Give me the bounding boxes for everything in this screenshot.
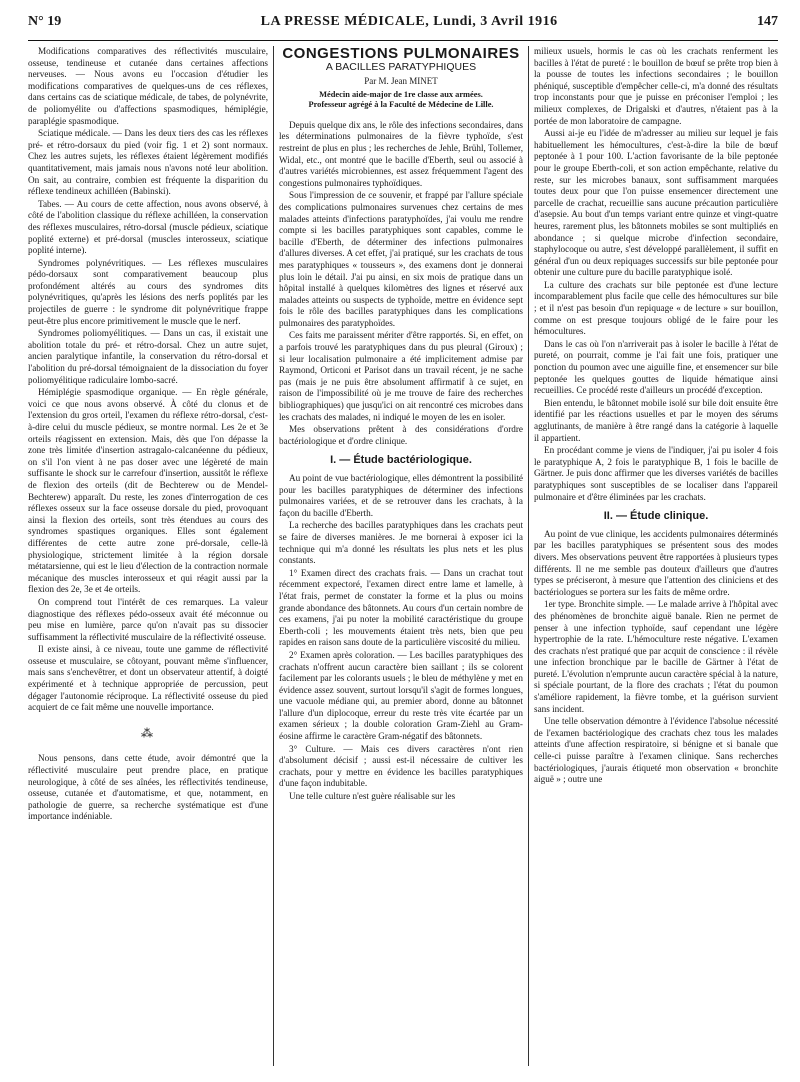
author-affiliation [279,90,523,110]
section-asterism: ⁂ [141,725,155,740]
section-heading-text: II. — Étude clinique. [603,510,709,523]
paragraph: 3° Culture. — Mais ces divers caractères n'ont rien d'absolument décisif ; aussi est-il nécessaire de cultiver les crachats, pour y mettre en évidence les bacilles paratyphiques d'une façon indubitable. [279,743,523,789]
section-heading-text: I. — Étude bactériologique. [330,454,472,467]
paragraph: Nous pensons, dans cette étude, avoir démontré que la réflectivité musculaire peut prendre place, en pratique neurologique, à côté de ses aînées, les réflectivités tendineuse, osseuse, cutanée et d'automatisme, et que, notamment, en pathologie de guerre, sa recherche systématique est d'une importance indéniable. [28,753,268,822]
paragraph: Syndromes polynévritiques. — Les réflexes musculaires pédo-dorsaux sont comparativement beaucoup plus profondément altérés au cours des syndromes dits polynévritiques, qu'après les lésions des nerfs poplités par les projectiles de guerre : le syndrome dit polynévritique frappe peut-être plus encore primitivement le muscle que le nerf. [28,257,268,326]
paragraph: On comprend tout l'intérêt de ces remarques. La valeur diagnostique des réflexes pédo-osseux avait été méconnue ou peu mise en lumière, parce qu'on n'avait pas su dissocier suffisamment la réflectivité musculaire de la réflectivité osseuse. [28,596,268,642]
column-divider-2 [528,46,529,1066]
affiliation-line: Professeur agrégé à la Faculté de Médecine de Lille. [308,99,494,109]
section-heading [534,511,778,523]
article-subtitle: A BACILLES PARATYPHIQUES [325,60,477,73]
column-2 [279,46,523,1066]
issue-number: N° 19 [28,14,62,29]
paragraph: Modifications comparatives des réflectivités musculaire, osseuse, tendineuse et cutanée dans certaines affections nerveuses. — Nous avons eu l'occasion d'étudier les modifications comparatives de quelques-uns de ces réflexes, dans certains cas de sciatique médicale, de tabes, de polynévrite, de poliomyélite ou d'affections spasmodiques, hémiplégie, paraplégie spasmodique. [28,46,268,126]
journal-title: LA PRESSE MÉDICALE, Lundi, 3 Avril 1916 [260,14,558,29]
paragraph: Hémiplégie spasmodique organique. — En règle générale, voici ce que nous avons observé. À côté du clonus et de l'extension du gros orteil, l'examen du réflexe rétro-dorsal, c'est-à-dire celui du muscle pédieux, se montre normal. Les 2e et 3e orteils réagissent en extension. Mais, dès que l'on dépasse la zone très limitée d'insertion astragalo-calcanéenne du pédieux, on s'il l'on vient à ne pas doser avec une légèreté de main suffisante le shock sur le carrefour d'insertion, aussitôt le réflexe de flexion des orteils (dit de Bechterew ou de Mendel-Bechterew) apparaît. Du reste, les zones d'interrogation de ces réflexes osseux sur la face osseuse dorsale du pied, provoquant ainsi la flexion des orteils, sont très étendues au cours des syndromes spastiques organiques. Elles sont également différentes de cette autre zone pré-dorsale, celle-là physiologique, strictement limitée à la région dorsale métatarsienne, qui est le lieu d'élection de la contraction normale mécanique des muscles interosseux et qui réagit aussi par la flexion des 2e, 3e et 4e orteils. [28,387,268,595]
page-number: 147 [756,14,778,29]
section-heading [279,455,523,467]
affiliation-line: Médecin aide-major de 1re classe aux armées. [319,89,483,99]
paragraph: En procédant comme je viens de l'indiquer, j'ai pu isoler 4 fois le paratyphique A, 2 fois le paratyphique B, 1 fois le bacille de Gärtner. Je puis donc affirmer que les diverses variétés de bacilles paratyphiques sont susceptibles de se localiser dans l'appareil pulmonaire et d'être éliminées par les crachats. [534,445,778,502]
column-1 [28,46,268,1066]
paragraph: La recherche des bacilles paratyphiques dans les crachats peut se faire de diverses manières. Je me bornerai à exposer ici la technique qui m'a donné les résultats les plus nets et les plus constants. [279,520,523,566]
column-3 [534,46,778,1066]
paragraph: Sciatique médicale. — Dans les deux tiers des cas les réflexes pré- et rétro-dorsaux du pied (voir fig. 1 et 2) sont normaux. Chez les autres sujets, les réflexes étaient légèrement modifiés quantitativement, mais jamais nous n'avons noté leur abolition. On sait, au contraire, combien est fréquente la disparition du réflexe tendineux achilléen (Babinski). [28,128,268,197]
paragraph: Mes observations prêtent à des considérations d'ordre bactériologique et d'ordre clinique. [279,424,523,446]
column-divider-1 [273,46,274,1066]
paragraph: Une telle culture n'est guère réalisable sur les [289,791,456,802]
page-header [28,14,778,36]
paragraph: Dans le cas où l'on n'arriverait pas à isoler le bacille à l'état de pureté, on pourrait, comme je l'ai fait une fois, pratiquer une ponction du poumon avec une aiguille fine, et ensemencer sur bile peptonée les quelques gouttes de liquide hématique ainsi recueillies. Ce procédé reste d'ailleurs un procédé d'exception. [534,338,778,396]
article-title: CONGESTIONS PULMONAIRES [282,46,520,62]
paragraph: Sous l'impression de ce souvenir, et frappé par l'allure spéciale des complications pulmonaires survenues chez certains de mes malades atteints d'infections paratyphoïdes, j'ai voulu me rendre compte si les bacilles paratyphiques sont capables, comme le bacille d'Eberth, de déterminer des infections pulmonaires d'allures diverses. A cet effet, j'ai pratiqué, sur les crachats de tous mes paratyphiques « tousseurs », des examens dont je donnerai plus loin le détail. J'ai pu ainsi, en six mois de pratique dans un hôpital installé à quelques kilomètres des lignes et réservé aux malades atteints ou suspects de typhoïde, mettre en évidence sept fois le rôle des bacilles paratyphiques dans les complications pulmonaires des paratyphoïdes. [279,190,523,328]
paragraph: milieux usuels, hormis le cas où les crachats renferment les bacilles à l'état de pureté : le bouillon de bœuf se prête trop bien à la pousse de toutes les infections secondaires ; le bouillon phéniqué, susceptible d'empêcher celle-ci, m'a donné des résultats trop inconstants pour que je puisse en préconiser l'emploi ; les milieux complexes, de Drigalski et d'autres, n'étaient pas à la portée de mon laboratoire de campagne. [534,46,778,126]
paragraph: 1er type. Bronchite simple. — Le malade arrive à l'hôpital avec des phénomènes de bronchite aiguë banale. Rien ne permet de penser à une infection typhoïde, sauf cependant une légère hypertrophie de la rate. L'hémoculture reste négative. L'examen des crachats n'est pratiqué que par acquit de conscience : il révèle une infection bronchique par le bacille de Gärtner à l'état de pureté. L'évolution n'emprunte aucun caractère spécial à la nature, si spéciale pourtant, de la flore des crachats ; l'état du poumon s'améliore rapidement, la fièvre tombe, et la guérison survient sans incident. [534,599,778,714]
paragraph: 2° Examen après coloration. — Les bacilles paratyphiques des crachats n'offrent aucun caractère bien saillant ; ils se colorent facilement par les colorants usuels ; le bleu de méthylène y met en évidence assez souvent, surtout lorsqu'il s'agit de formes longues, une vacuole médiane qui, au premier abord, donne au bâtonnet l'allure d'un diplocoque, erreur du reste très vite écartée par un examen sérieux ; la double coloration Gram-Ziehl au Gram-éosine affirme le caractère Gram-négatif des bâtonnets. [279,649,523,742]
paragraph: Il existe ainsi, à ce niveau, toute une gamme de réflectivité osseuse et musculaire, se côtoyant, pouvant même s'influencer, mais sans s'enchevêtrer, et dont un observateur attentif, à doigté expérimenté et à technique appropriée de percussion, peut dégager l'autonomie réciproque. La réflectivité osseuse du pied acquiert de ce fait même une nouvelle importance. [28,644,268,713]
author-byline: Par M. Jean MINET [364,76,438,87]
paragraph: 1° Examen direct des crachats frais. — Dans un crachat tout récemment expectoré, l'examen direct entre lame et lamelle, à l'état frais, permet de constater la forme et la plus ou moins grande abondance des bâtonnets. Au cours d'un certain nombre de ces examens, j'ai pu noter la mobilité caractéristique du groupe Eberth-coli ; les mouvements étaient très nets, bien que peu rapides en raison sans doute de la particulière viscosité du milieu. [279,567,523,648]
paragraph: Syndromes poliomyélitiques. — Dans un cas, il existait une abolition totale du pré- et rétro-dorsal. Chez un autre sujet, ancien paralytique infantile, la conservation du rétro-dorsal et l'abolition du pré-dorsal témoignaient de la dissociation du foyer poliomyélitique radiculaire lombo-sacré. [28,328,268,385]
paragraph: Depuis quelque dix ans, le rôle des infections secondaires, dans les déterminations pulmonaires de la fièvre typhoïde, s'est restreint de plus en plus ; les recherches de Jehle, Brühl, Tollemer, Widal, etc., ont montré que le bacille d'Eberth, seul ou associé à d'autres variétés microbiennes, est assez fréquemment l'agent des congestions pulmonaires typhoïdiques. [279,119,523,188]
paragraph: Ces faits me paraissent mériter d'être rapportés. Si, en effet, on a parfois trouvé les paratyphiques dans du pus pleural (Giroux) ; si leur localisation pulmonaire a été implicitement admise par Raymond, Orticoni et Parisot dans un travail récent, je ne sache pas (mais je ne puis être absolument affirmatif à ce sujet, en raison de l'impossibilité où je me trouve de faire des recherches bibliographiques) que jusqu'ici on ait rencontré ces microbes dans les crachats des malades, ni indiqué le moyen de les en isoler. [279,330,523,422]
paragraph: Une telle observation démontre à l'évidence l'absolue nécessité de l'examen bactériologique des crachats chez tous les malades atteints d'une affection respiratoire, si bénigne et si banale que celle-ci puisse paraître à l'examen clinique. Sans recherches bactériologiques, j'aurais étiqueté mon observation « bronchite aiguë » ; outre une [534,716,778,785]
paragraph: Au point de vue bactériologique, elles démontrent la possibilité pour les bacilles paratyphiques de déterminer des infections pulmonaires variées, et de se retrouver dans les crachats, à la façon du bacille d'Eberth. [279,473,523,518]
paragraph: La culture des crachats sur bile peptonée est d'une lecture incomparablement plus facile que celle des hémocultures sur bile ; et il n'est pas besoin d'un repiquage « de lecture » sur bouillon, comme on est presque toujours obligé de le faire pour les hémocultures. [534,279,778,337]
paragraph: Au point de vue clinique, les accidents pulmonaires déterminés par les bacilles paratyphiques se présentent sous des modes divers. Mes observations peuvent être rapportées à plusieurs types différents. Il ne me semble pas douteux d'ailleurs que d'autres types se préciseront, à mesure que l'attention des cliniciens et des bactériologues se portera sur les faits de même ordre. [534,528,778,597]
paragraph: Aussi ai-je eu l'idée de m'adresser au milieu sur lequel je fais habituellement les hémocultures, c'est-à-dire la bile de bœuf peptonée à 1 pour 100. L'action favorisante de la bile peptonée pour le groupe Eberth-coli, et son action empêchante, relative du reste, sur les microbes banaux, sont suffisamment marquées toutes deux pour que l'on puisse ensemencer directement une parcelle de crachat, recueillie sans aucune précaution particulière d'asepsie. Au bout d'un temps variant entre quinze et vingt-quatre heures, rarement plus, les bâtonnets mobiles se sont multipliés en abondance ; si quelque microbe d'infection secondaire, staphylocoque ou autre, s'est développé parallèlement, il suffit en général d'un ou deux repiquages successifs sur bile peptonée pour obtenir une culture pure du bacille paratyphique isolé. [534,128,778,278]
header-rule [28,40,778,41]
paragraph: Tabes. — Au cours de cette affection, nous avons observé, à côté de l'abolition classique du réflexe achilléen, la conservation des réflexes musculaires, rétro-dorsal (muscle pédieux, sciatique poplité externe) et pré-dorsal (muscles interosseux, sciatique poplité interne). [28,198,268,256]
paragraph: Bien entendu, le bâtonnet mobile isolé sur bile doit ensuite être identifié par les réactions usuelles et par le moyen des sérums agglutinants, de manière à être rangé dans la catégorie à laquelle il appartient. [534,397,778,443]
